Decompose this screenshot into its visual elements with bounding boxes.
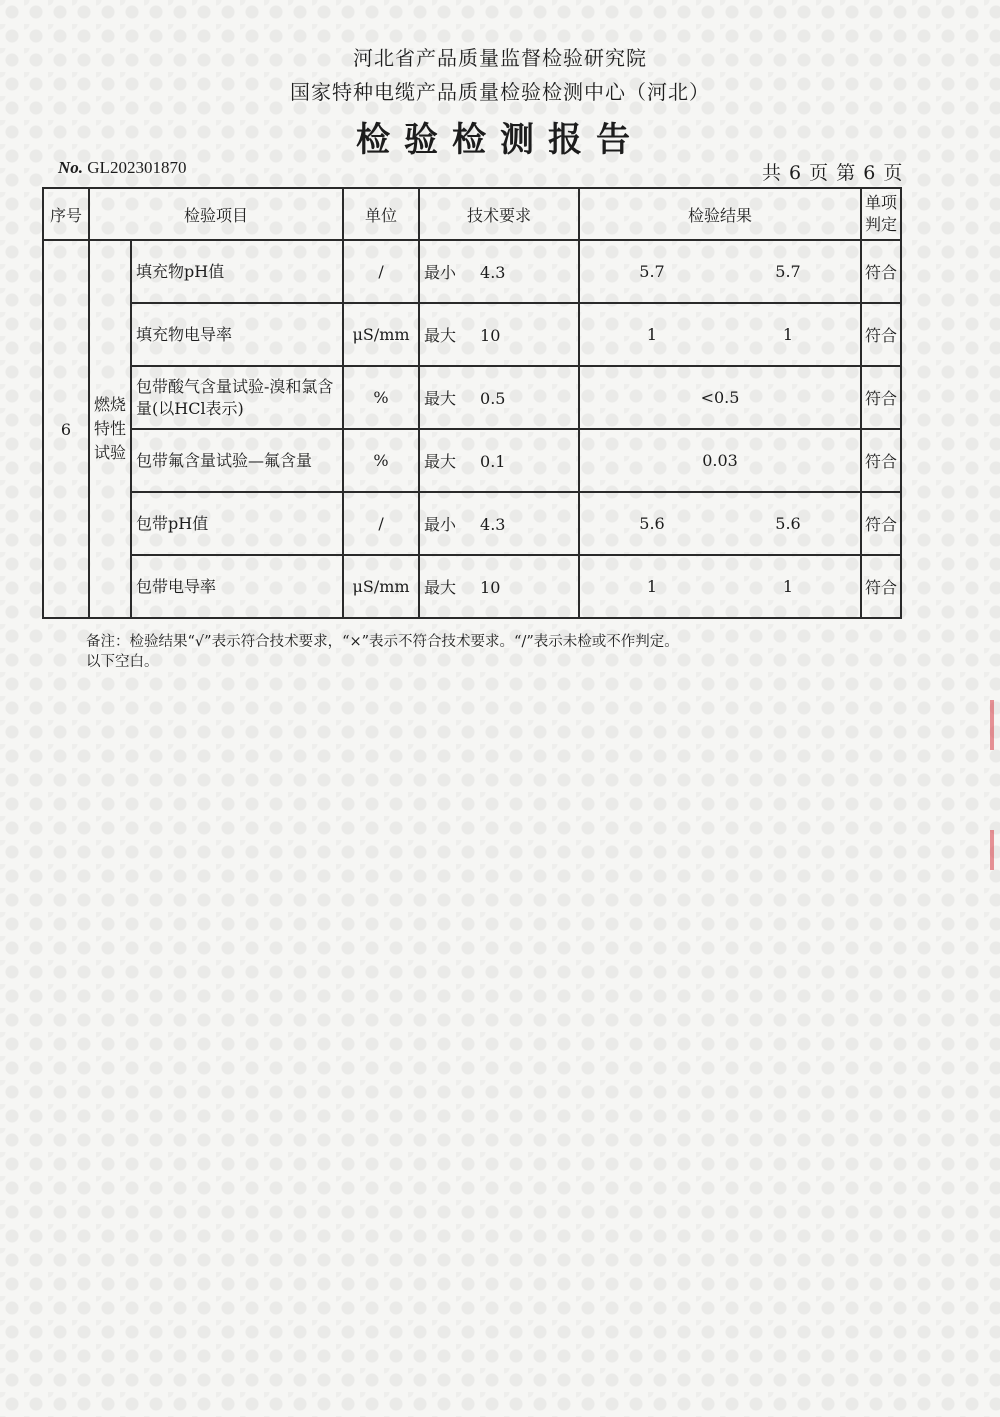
unit-cell: / xyxy=(343,240,419,303)
notes-legend: 备注：检验结果“√”表示符合技术要求，“×”表示不符合技术要求。“/”表示未检或不作判定。 xyxy=(86,634,679,650)
notes xyxy=(86,632,679,672)
seal-edge-mark xyxy=(990,830,994,870)
institute-name: 河北省产品质量监督检验研究院 xyxy=(353,46,647,70)
requirement-value: 0.1 xyxy=(480,452,506,471)
unit-cell: / xyxy=(343,492,419,555)
requirement-label: 最大 xyxy=(424,389,457,408)
verdict-cell: 符合 xyxy=(861,240,901,303)
seal-edge-mark xyxy=(990,700,994,750)
notes-blank: 以下空白。 xyxy=(86,654,159,670)
category-cell: 燃烧特性试验 xyxy=(89,240,131,618)
requirement-label: 最小 xyxy=(424,515,457,534)
report-number xyxy=(58,158,186,178)
report-number-label: No. xyxy=(58,158,84,177)
requirement-value: 10 xyxy=(480,326,501,345)
verdict-cell: 符合 xyxy=(861,366,901,429)
requirement-value: 4.3 xyxy=(480,263,506,282)
item-cell: 包带酸气含量试验-溴和氯含量(以HCl表示) xyxy=(131,366,343,429)
result-cell xyxy=(579,240,861,303)
item-cell: 包带pH值 xyxy=(131,492,343,555)
requirement-cell xyxy=(419,240,579,303)
table-row xyxy=(43,429,901,492)
requirement-label: 最小 xyxy=(424,263,457,282)
item-cell: 填充物pH值 xyxy=(131,240,343,303)
result-value: 1 xyxy=(646,577,658,596)
report-number-value: GL202301870 xyxy=(87,158,187,177)
result-cell xyxy=(579,555,861,618)
result-cell xyxy=(579,429,861,492)
result-cell xyxy=(579,366,861,429)
requirement-value: 0.5 xyxy=(480,389,506,408)
header-unit: 单位 xyxy=(343,188,419,240)
center-name: 国家特种电缆产品质量检验检测中心（河北） xyxy=(290,80,710,104)
table-row xyxy=(43,555,901,618)
result-cell xyxy=(579,303,861,366)
verdict-cell: 符合 xyxy=(861,555,901,618)
result-value: 0.03 xyxy=(702,451,738,470)
table-header-row xyxy=(43,188,901,240)
requirement-cell xyxy=(419,492,579,555)
requirement-value: 4.3 xyxy=(480,515,506,534)
header-result: 检验结果 xyxy=(579,188,861,240)
item-cell: 包带氟含量试验—氟含量 xyxy=(131,429,343,492)
requirement-label: 最大 xyxy=(424,326,457,345)
seq-cell: 6 xyxy=(43,240,89,618)
table-row xyxy=(43,240,901,303)
table-row xyxy=(43,366,901,429)
result-value: 5.7 xyxy=(775,262,801,281)
header-verdict: 单项判定 xyxy=(861,188,901,240)
requirement-label: 最大 xyxy=(424,578,457,597)
header-item: 检验项目 xyxy=(89,188,343,240)
table-row xyxy=(43,492,901,555)
unit-cell: μS/mm xyxy=(343,555,419,618)
result-value: 1 xyxy=(646,325,658,344)
result-value: 5.7 xyxy=(639,262,665,281)
result-value: 5.6 xyxy=(639,514,665,533)
header-seq: 序号 xyxy=(43,188,89,240)
result-cell xyxy=(579,492,861,555)
verdict-cell: 符合 xyxy=(861,492,901,555)
item-cell: 包带电导率 xyxy=(131,555,343,618)
requirement-label: 最大 xyxy=(424,452,457,471)
header-requirement: 技术要求 xyxy=(419,188,579,240)
inspection-results-table xyxy=(42,187,902,619)
requirement-cell xyxy=(419,555,579,618)
requirement-value: 10 xyxy=(480,578,501,597)
unit-cell: μS/mm xyxy=(343,303,419,366)
result-value: 1 xyxy=(782,325,794,344)
report-title: 检验检测报告 xyxy=(356,120,644,160)
requirement-cell xyxy=(419,429,579,492)
unit-cell: % xyxy=(343,366,419,429)
verdict-cell: 符合 xyxy=(861,429,901,492)
result-value: 5.6 xyxy=(775,514,801,533)
result-value: 1 xyxy=(782,577,794,596)
result-value: <0.5 xyxy=(700,388,740,407)
unit-cell: % xyxy=(343,429,419,492)
verdict-cell: 符合 xyxy=(861,303,901,366)
page-count: 共 6 页 第 6 页 xyxy=(762,162,904,184)
requirement-cell xyxy=(419,303,579,366)
table-row xyxy=(43,303,901,366)
requirement-cell xyxy=(419,366,579,429)
item-cell: 填充物电导率 xyxy=(131,303,343,366)
